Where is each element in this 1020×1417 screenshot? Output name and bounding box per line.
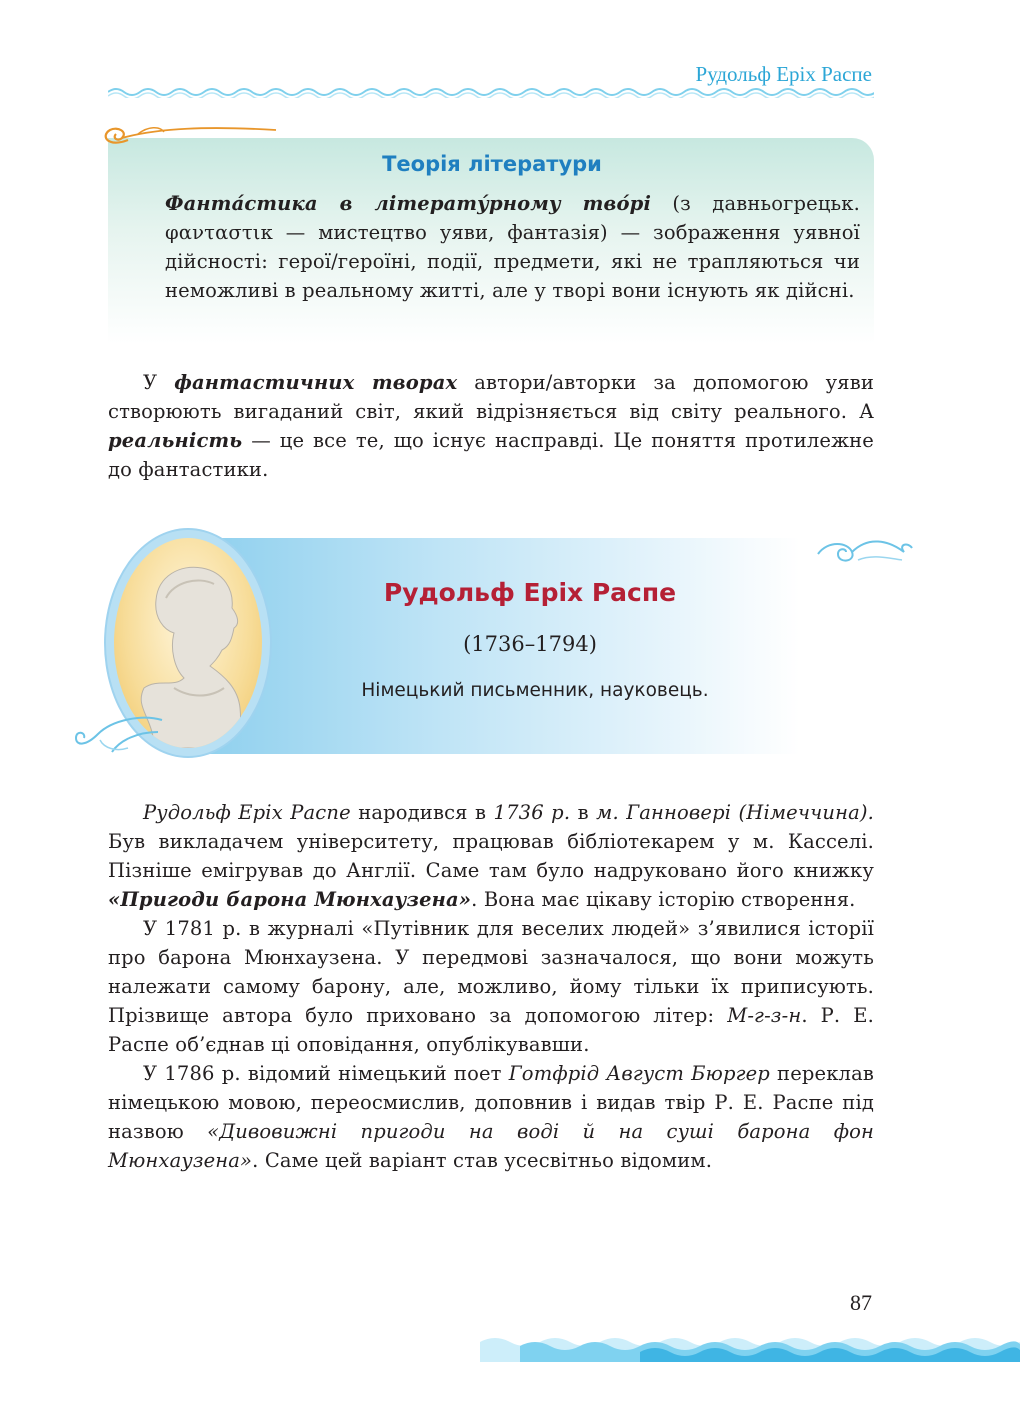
bio-book-title: «Пригоди барона Мюнхаузена» xyxy=(108,888,472,911)
swirl-ornament-icon xyxy=(72,710,168,760)
intro-text-1: У xyxy=(143,371,175,394)
theory-definition-text: (з давньогрецьк. φανταστικ — мистецтво уяви, фантазія) — зображення уявної дійсності: герої/героїні, події, предмети, які не трапляються чи неможливі в реальному житті, але у творі вони існують як дійсні. xyxy=(165,192,860,302)
running-head: Рудольф Еріх Распе xyxy=(695,62,872,86)
biography-text xyxy=(108,798,874,1175)
bio-author-name: Рудольф Еріх Распе xyxy=(143,801,351,824)
bio-text: . Вона має цікаву історію створення. xyxy=(471,888,856,911)
bio-text: . Р. Е. Распе об’єднав ці оповідання, опублікувавши. xyxy=(108,1004,874,1056)
bio-birth-place: м. Ганновері (Німеччина). xyxy=(596,801,874,824)
theory-definition xyxy=(165,189,860,305)
author-name: Рудольф Еріх Распе xyxy=(383,578,677,607)
bio-text: в xyxy=(570,801,597,824)
bio-text: переклав німецькою мовою, переосмислив, доповнив і видав твір Р. Е. Распе під назвою xyxy=(108,1062,874,1143)
theory-term: Фанта́стика в літерату́рному тво́рі xyxy=(165,192,652,215)
intro-term-reality: реальність xyxy=(108,429,243,452)
bio-text: У 1786 р. відомий німецький поет xyxy=(143,1062,509,1085)
author-description: Німецький письменник, науковець. xyxy=(361,680,709,701)
intro-term-fantastic: фантастичних творах xyxy=(174,371,458,394)
bio-text: народився в xyxy=(350,801,494,824)
bio-text: . Саме цей варіант став усесвітньо відомим. xyxy=(252,1149,713,1172)
bio-paragraph-2 xyxy=(108,914,874,1059)
bio-poet-name: Готфрід Август Бюргер xyxy=(508,1062,770,1085)
swirl-ornament-icon xyxy=(808,530,914,572)
bio-text: У 1781 р. в журналі «Путівник для веселих людей» з’явилися історії про барона Мюнхаузена. У передмові зазначалося, що вони можуть належати самому барону, але, можливо, йому тільки їх приписують. Прізвище автора було приховано за допомогою літер: xyxy=(108,917,874,1027)
bio-paragraph-1 xyxy=(108,798,874,914)
intro-text-3: — це все те, що існує насправді. Це поняття протилежне до фантастики. xyxy=(108,429,874,481)
bio-translation-title: «Дивовижні пригоди на воді й на суші барона фон Мюнхаузена» xyxy=(108,1120,875,1172)
footer-wave-decoration xyxy=(480,1322,1020,1362)
bio-pseudonym: М-г-з-н xyxy=(727,1004,802,1027)
theory-title: Теорія літератури xyxy=(382,152,602,176)
header-wave-divider xyxy=(108,86,874,98)
intro-paragraph xyxy=(108,368,874,484)
bio-text: Був викладачем університету, працював бібліотекарем у м. Касселі. Пізніше емігрував до Англії. Саме там було надруковано його книжку xyxy=(108,830,874,882)
author-years: (1736–1794) xyxy=(463,632,597,656)
bio-birth-year: 1736 р. xyxy=(493,801,571,824)
intro-text-2: автори/авторки за допомогою уяви створюють вигаданий світ, який відрізняється від світу реального. А xyxy=(108,371,875,423)
bio-paragraph-3 xyxy=(108,1059,874,1175)
page-number: 87 xyxy=(850,1290,872,1315)
